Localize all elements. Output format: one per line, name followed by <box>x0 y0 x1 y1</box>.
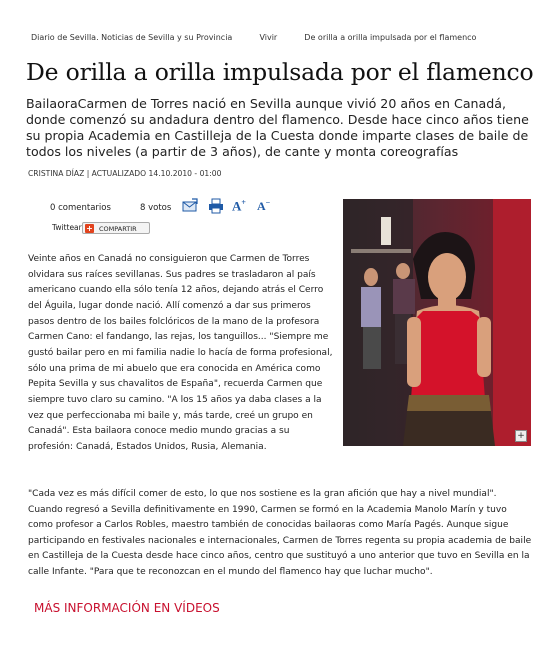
article-title: De orilla a orilla impulsada por el flamenco <box>26 58 534 86</box>
share-row <box>52 223 137 237</box>
share-button[interactable] <box>82 222 150 234</box>
byline: CRISTINA DÍAZ | ACTUALIZADO 14.10.2010 - 01:00 <box>28 169 222 178</box>
twitter-button[interactable]: Twittear <box>52 223 82 232</box>
article-body-wide: "Cada vez es más difícil comer de esto, lo que nos sostiene es la gran afición que hay a nivel mundial". Cuando regresó a Sevilla definitivamente en 1990, Carmen se formó en la Academia Manolo Marín y tuvo como profesor a Carlos Robles, maestro también de conocidas bailaoras como María Pagés. Aunque sigue participando en festivales nacionales e internacionales, Carmen de Torres regenta su propia academia de baile en Castilleja de la Cuesta desde hace cinco años, centro que sustituyó a uno anterior que tuvo en Sevilla en la calle Infante. "Para que te reconozcan en el mundo del flamenco hay que luchar mucho". <box>28 489 532 577</box>
plus-icon: + <box>86 224 93 233</box>
breadcrumb <box>31 33 531 42</box>
comments-count[interactable]: 0 comentarios <box>50 203 111 213</box>
email-icon[interactable] <box>182 198 198 214</box>
dancer-photo <box>343 199 531 446</box>
font-increase-icon[interactable]: A+ <box>232 198 246 214</box>
breadcrumb-site[interactable]: Diario de Sevilla. Noticias de Sevilla y su Provincia <box>31 33 233 42</box>
expand-icon[interactable]: + <box>515 430 527 442</box>
article-body-narrow: Veinte años en Canadá no consiguieron que Carmen de Torres olvidara sus raíces sevillanas. Sus padres se trasladaron al país americano cuando ella sólo tenía 12 años, dejando atrás el Cerro del Águila, lugar donde nació. Allí comenzó a dar sus primeros pasos dentro de los bailes folclóricos de la mano de la profesora Carmen Cano: el fandango, las rejas, los tanguillos... "Siempre me gustó bailar pero en mi familia nadie lo hacía de forma profesional, sólo una prima de mi abuelo que era conocida en América como Pepita Sevilla y sus chavalitos de España", recuerda Carmen que siempre tuvo claro su camino. "A los 15 años ya daba clases a la vez que perfeccionaba mi baile y, más tarde, creé un grupo en Canadá". Esta bailaora conoce medio mundo gracias a su profesión: Canadá, Estados Unidos, Rusia, Alemania. <box>28 254 333 452</box>
more-videos-link[interactable]: MÁS INFORMACIÓN EN VÍDEOS <box>34 601 220 615</box>
print-icon[interactable] <box>208 198 224 214</box>
breadcrumb-section[interactable]: Vivir <box>259 33 278 42</box>
article-toolbar <box>50 198 290 218</box>
votes-count[interactable]: 8 votos <box>140 203 172 213</box>
article-lead: BailaoraCarmen de Torres nació en Sevilla aunque vivió 20 años en Canadá, donde comenzó su andadura dentro del flamenco. Desde hace cinco años tiene su propia Academia en Castilleja de la Cuesta donde imparte clases de baile de todos los niveles (a partir de 3 años), de cante y monta coreografías <box>26 96 529 159</box>
article-photo[interactable] <box>343 199 531 446</box>
breadcrumb-article[interactable]: De orilla a orilla impulsada por el flamenco <box>304 33 477 42</box>
font-decrease-icon[interactable]: A− <box>257 198 271 213</box>
share-label: COMPARTIR <box>99 225 137 233</box>
